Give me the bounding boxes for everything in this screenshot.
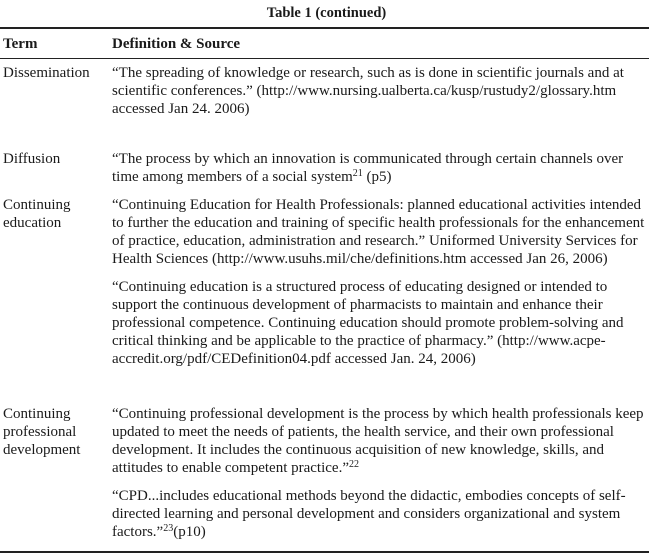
- definition-paragraph: “Continuing education is a structured process of educating designed or intended to support the continuous development of pharmacists to maintain and enhance their professional competence. Continuing education should promote problem-solving and critical thinking and be applicable to the practice of pharmacy.” (http://www.acpe-accredit.org/pdf/CEDefinition04.pdf accessed Jan. 24, 2006): [112, 279, 624, 367]
- term-cell: Continuing education: [3, 197, 71, 231]
- header-rule: [0, 58, 649, 59]
- definition-paragraph: “The spreading of knowledge or research, such as is done in scientific journals and at scientific conferences.” (http://www.nursing.ualberta.ca/kusp/rustudy2/glossary.htm accessed Jan 24. 2006): [112, 65, 624, 117]
- citation-superscript: 21: [352, 168, 363, 179]
- definition-cell: [112, 150, 647, 196]
- bottom-rule: [0, 551, 649, 553]
- table-caption: Table 1 (continued): [266, 5, 387, 21]
- column-header-term: Term: [3, 36, 38, 52]
- definition-cell: [112, 405, 647, 551]
- term-cell: Dissemination: [3, 65, 90, 81]
- definition-cell: [112, 64, 647, 128]
- term-cell: Continuing professional development: [3, 406, 81, 458]
- definition-paragraph: “Continuing Education for Health Professionals: planned educational activities intended to further the education and training of specific health professionals for the enhancement of practice, education, administration and research.” Uniformed University Services for Health Sciences (http://www.usuhs.mil/che/definitions.htm accessed Jan 26, 2006): [112, 197, 645, 267]
- column-header-definition: Definition & Source: [112, 36, 241, 52]
- definition-paragraph: “The process by which an innovation is communicated through certain channels over time among members of a social system$^{21}$ (p5): [112, 151, 624, 185]
- definition-paragraph: “Continuing professional development is the process by which health professionals keep updated to meet the needs of patients, the health service, and their own professional development. It includes the continuous acquisition of new knowledge, skills, and attitudes to enable competent practice.”$^{22}$: [112, 406, 644, 476]
- definition-paragraph: “CPD...includes educational methods beyond the didactic, embodies concepts of self-directed learning and personal development and considers organizational and system factors.”$^{23}$(p10): [112, 488, 626, 540]
- definition-cell: [112, 196, 647, 378]
- citation-superscript: 23: [163, 523, 174, 534]
- term-cell: Diffusion: [3, 151, 61, 167]
- top-rule: [0, 27, 649, 29]
- citation-superscript: 22: [348, 459, 359, 470]
